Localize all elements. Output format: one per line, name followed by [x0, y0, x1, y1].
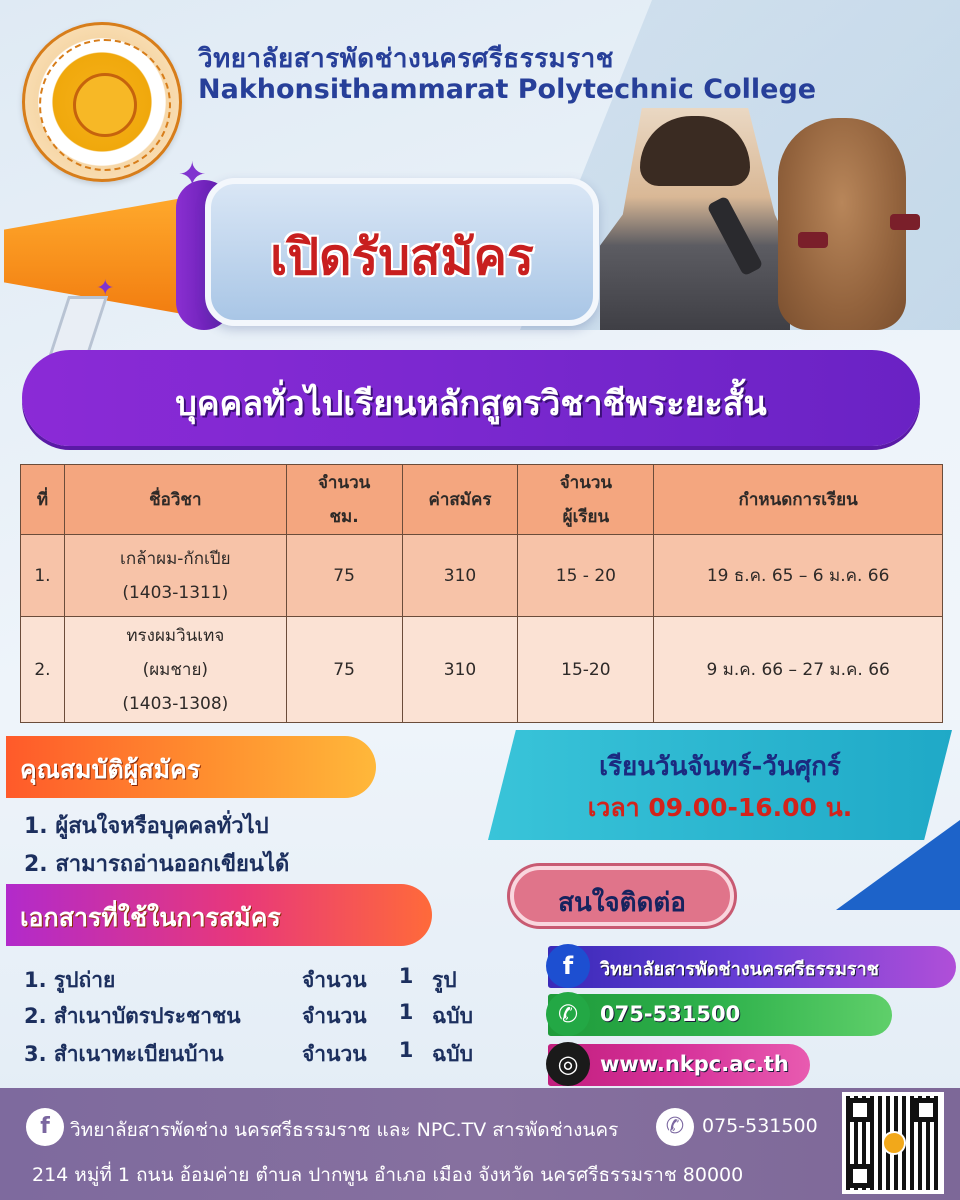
hair-bow: [890, 214, 920, 230]
globe-icon: ◎: [546, 1042, 590, 1086]
course-name-line: เกล้าผม-กักเปีย: [120, 548, 231, 569]
header-students-unit: ผู้เรียน: [562, 506, 610, 527]
qr-finder: [914, 1098, 938, 1122]
document-qty: 1: [398, 964, 414, 988]
qr-finder: [848, 1098, 872, 1122]
row-students: 15 - 20: [518, 535, 654, 617]
qualifications-title: คุณสมบัติผู้สมัคร: [20, 755, 201, 784]
course-name-line: ทรงผมวินเทจ: [126, 625, 225, 646]
course-table-grid: [20, 464, 943, 723]
phone-icon: ✆: [656, 1108, 694, 1146]
document-unit: ฉบับ: [432, 1004, 473, 1028]
document-name: 1. รูปถ่าย: [24, 968, 116, 992]
study-days: เรียนวันจันทร์-วันศุกร์: [599, 752, 841, 782]
college-name-thai: วิทยาลัยสารพัดช่างนครศรีธรรมราช: [198, 44, 614, 74]
contact-title: สนใจติดต่อ: [558, 888, 686, 918]
row-no: 2.: [21, 617, 65, 723]
header-no-label: ที่: [36, 489, 49, 510]
document-item: [24, 1038, 492, 1071]
subtitle-ribbon: [22, 350, 920, 446]
header-hours: [286, 465, 402, 535]
footer-phone[interactable]: 075-531500: [702, 1115, 818, 1137]
document-item: [24, 964, 492, 997]
contact-heading-pill: [510, 866, 734, 926]
qr-finder: [848, 1164, 872, 1188]
row-course-name: [64, 617, 286, 723]
facebook-icon: f: [546, 944, 590, 988]
qualification-item: 2. สามารถอ่านออกเขียนได้: [24, 852, 290, 877]
braided-hair-photo: [778, 118, 906, 330]
row-course-name: [64, 535, 286, 617]
header-schedule-label: กำหนดการเรียน: [738, 489, 858, 510]
header-hours-unit: ชม.: [329, 506, 359, 527]
table-row: [21, 617, 943, 723]
table-row: [21, 535, 943, 617]
document-name: 3. สำเนาทะเบียนบ้าน: [24, 1042, 224, 1066]
document-name: 2. สำเนาบัตรประชาชน: [24, 1004, 241, 1028]
documents-heading-pill: [6, 884, 432, 946]
course-table: [20, 464, 943, 723]
documents-title: เอกสารที่ใช้ในการสมัคร: [20, 903, 281, 932]
table-header-row: [21, 465, 943, 535]
facebook-page-link[interactable]: วิทยาลัยสารพัดช่างนครศรีธรรมราช: [600, 959, 879, 980]
study-time: เวลา 09.00-16.00 น.: [587, 793, 853, 822]
footer-address: 214 หมู่ที่ 1 ถนน อ้อมค่าย ตำบล ปากพูน อำเภอ เมือง จังหวัด นครศรีธรรมราช 80000: [32, 1164, 744, 1186]
course-subtitle: บุคคลทั่วไปเรียนหลักสูตรวิชาชีพระยะสั้น: [175, 384, 767, 424]
row-hours: 75: [286, 617, 402, 723]
document-qty: 1: [398, 1038, 414, 1062]
row-no: 1.: [21, 535, 65, 617]
website-link[interactable]: www.nkpc.ac.th: [600, 1052, 789, 1076]
header-schedule: [654, 465, 943, 535]
header-fee-label: ค่าสมัคร: [428, 489, 492, 510]
row-schedule: 9 ม.ค. 66 – 27 ม.ค. 66: [654, 617, 943, 723]
document-unit: รูป: [432, 968, 457, 992]
hair-bow: [798, 232, 828, 248]
header-hours-label: จำนวน: [317, 472, 371, 493]
header-course-name-label: ชื่อวิชา: [149, 489, 202, 510]
course-code: (1403-1308): [122, 693, 229, 714]
college-seal-logo: [22, 22, 182, 182]
document-unit: ฉบับ: [432, 1042, 473, 1066]
whatsapp-icon: ✆: [546, 992, 590, 1036]
sparkle-icon: ✦: [178, 155, 207, 195]
document-qty-label: จำนวน: [302, 1004, 367, 1028]
footer-facebook-text[interactable]: วิทยาลัยสารพัดช่าง นครศรีธรรมราช และ NPC.TV สารพัดช่างนคร: [70, 1119, 619, 1141]
row-fee: 310: [402, 535, 518, 617]
row-hours: 75: [286, 535, 402, 617]
open-registration-banner: [205, 178, 599, 326]
qualifications-heading-pill: [6, 736, 376, 798]
document-qty-label: จำนวน: [302, 1042, 367, 1066]
sparkle-icon: ✦: [96, 276, 115, 301]
seal-emblem: [73, 73, 137, 137]
row-schedule: 19 ธ.ค. 65 – 6 ม.ค. 66: [654, 535, 943, 617]
document-item: [24, 1000, 492, 1033]
open-registration-label: เปิดรับสมัคร: [270, 228, 534, 286]
qr-logo: [882, 1131, 906, 1155]
row-fee: 310: [402, 617, 518, 723]
contact-phone-link[interactable]: 075-531500: [600, 1002, 741, 1026]
header-students: [518, 465, 654, 535]
course-name-line: (ผมชาย): [142, 659, 209, 680]
facebook-icon: f: [26, 1108, 64, 1146]
college-name-english: Nakhonsithammarat Polytechnic College: [198, 74, 817, 105]
header-fee: [402, 465, 518, 535]
header-no: [21, 465, 65, 535]
header-students-label: จำนวน: [559, 472, 613, 493]
header-course-name: [64, 465, 286, 535]
row-students: 15-20: [518, 617, 654, 723]
course-code: (1403-1311): [122, 582, 229, 603]
qualification-item: 1. ผู้สนใจหรือบุคคลทั่วไป: [24, 814, 269, 839]
document-qty: 1: [398, 1000, 414, 1024]
document-qty-label: จำนวน: [302, 968, 367, 992]
